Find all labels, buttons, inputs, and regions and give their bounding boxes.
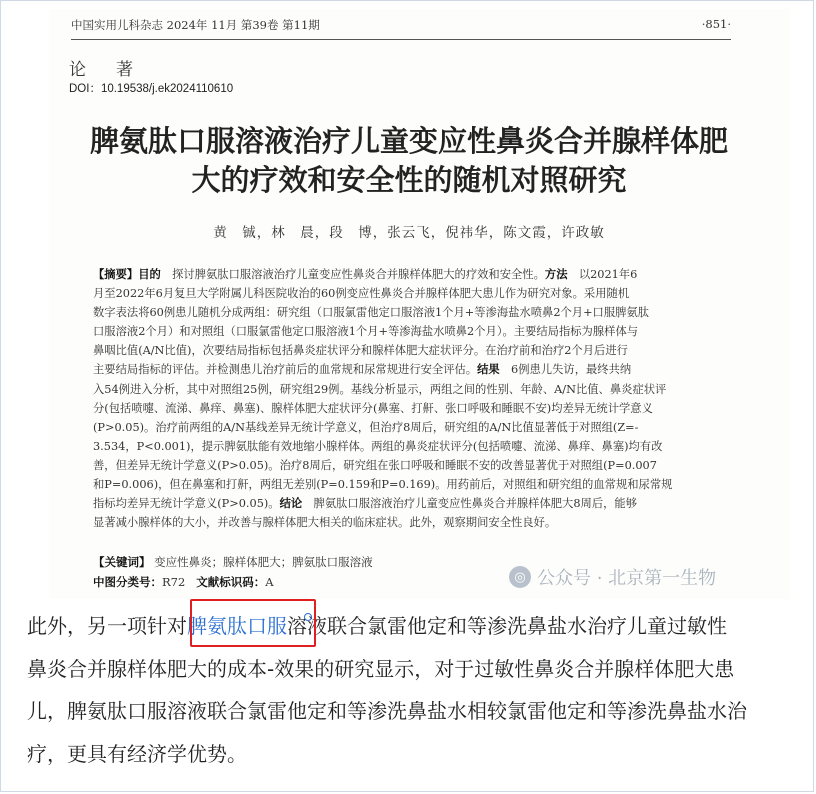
article-body (27, 605, 795, 775)
abstract-line (93, 456, 710, 475)
abstract-text: 月至2022年6月复旦大学附属儿科医院收治的60例变应性鼻炎合并腺样体肥大患儿作为研究对象。采用随机 (93, 287, 630, 301)
article-title-line-1: 脾氨肽口服溶液治疗儿童变应性鼻炎合并腺样体肥 (89, 124, 728, 158)
code-label: 文献标识码： (196, 575, 266, 589)
abstract-text: 数字表法将60例患儿随机分成两组：研究组（口服氯雷他定口服溶液1个月+等渗海盐水喷鼻2个月+口服脾氨肽 (93, 306, 650, 320)
classification-row (93, 574, 274, 590)
abstract-line (93, 303, 710, 322)
abstract-text: 分(包括喷嚏、流涕、鼻痒、鼻塞)、腺样体肥大症状评分(鼻塞、打鼾、张口呼吸和睡眠不安)均差异无统计学意义 (93, 401, 653, 415)
body-line (27, 605, 795, 648)
section-label: 论著 (69, 60, 163, 80)
abstract-line (93, 399, 710, 418)
journal-citation: 中国实用儿科杂志 2024年 11月 第39卷 第11期 (71, 18, 320, 32)
body-text-segment: 此外，另一项针对 (27, 614, 187, 638)
abstract-line (93, 513, 710, 532)
abstract-text: 鼻咽比值(A/N比值)，次要结局指标包括鼻炎症状评分和腺样体肥大症状评分。在治疗前和治疗2个月后进行 (93, 344, 628, 358)
abstract-line (93, 437, 710, 456)
body-line: 鼻炎合并腺样体肥大的成本-效果的研究显示，对于过敏性鼻炎合并腺样体肥大患 (27, 656, 735, 681)
author-list: 黄 铖，林 晨，段 博，张云飞，倪祎华，陈文霞，许政敏 (213, 225, 605, 241)
abstract-text: 脾氨肽口服溶液治疗儿童变应性鼻炎合并腺样体肥大8周后，能够 (302, 497, 638, 511)
abstract-heading: 方法 (544, 267, 568, 281)
abstract (93, 265, 710, 532)
abstract-text: 主要结局指标的评估。并检测患儿治疗前后的血常规和尿常规进行安全评估。 (93, 363, 478, 377)
class-value: R72 (162, 575, 186, 589)
abstract-text: 3.534，P<0.001)，提示脾氨肽能有效地缩小腺样体。两组的鼻炎症状评分(包括喷嚏、流涕、鼻痒、鼻塞)均有改 (93, 439, 663, 453)
keywords: 变应性鼻炎；腺样体肥大；脾氨肽口服溶液 (154, 555, 373, 569)
abstract-text: 口服溶液2个月）和对照组（口服氯雷他定口服溶液1个月+等渗海盐水喷鼻2个月）。主要结局指标为腺样体与 (93, 325, 639, 339)
body-line: 疗，更具有经济学优势。 (27, 741, 247, 766)
keyword-link[interactable]: 脾氨肽口服 (187, 614, 287, 638)
abstract-text: 和P=0.006)，但在鼻塞和打鼾，两组无差别(P=0.159和P=0.169)。用药前后，对照组和研究组的血常规和尿常规 (93, 478, 673, 492)
abstract-line (93, 380, 710, 399)
abstract-text: 指标均差异无统计学意义(P>0.05)。 (93, 497, 280, 511)
highlight-box (190, 599, 316, 647)
abstract-text: 入54例进入分析，其中对照组25例，研究组29例。基线分析显示，两组之间的性别、年龄、A/N比值、鼻炎症状评 (93, 382, 667, 396)
keywords-row (93, 554, 373, 570)
journal-header (71, 17, 731, 40)
wechat-icon: ◎ (509, 566, 531, 588)
abstract-line (93, 494, 710, 513)
code-value: A (265, 575, 274, 589)
keywords-label: 【关键词】 (93, 555, 151, 569)
abstract-text: 善，但差异无统计学意义(P>0.05)。治疗8周后，研究组在张口呼吸和睡眠不安的改善显著优于对照组(P=0.007 (93, 458, 657, 472)
abstract-line (93, 322, 710, 341)
class-label: 中图分类号： (93, 575, 162, 589)
abstract-line (93, 475, 710, 494)
link-indicator-icon (304, 613, 312, 621)
wechat-watermark (509, 564, 716, 590)
abstract-line (93, 360, 710, 379)
doi: DOI：10.19538/j.ek2024110610 (69, 83, 234, 95)
page-number: ·851· (701, 17, 731, 31)
abstract-line (93, 265, 710, 284)
abstract-text: (P>0.05)。治疗前两组的A/N基线差异无统计学意义，但治疗8周后，研究组的A/N比值显著低于对照组(Z=- (93, 420, 639, 434)
abstract-heading: 结果 (477, 362, 500, 377)
body-text-segment: 溶液联合氯雷他定和等渗洗鼻盐水治疗儿童过敏性 (287, 614, 727, 638)
abstract-text: 以2021年6 (567, 268, 638, 281)
abstract-line (93, 284, 710, 303)
abstract-text: 显著减小腺样体的大小，并改善与腺样体肥大相关的临床症状。此外，观察期间安全性良好。 (93, 516, 557, 530)
abstract-heading: 【摘要】目的 (93, 267, 161, 281)
abstract-text: 6例患儿失访，最终共纳 (499, 363, 632, 377)
abstract-text: 探讨脾氨肽口服溶液治疗儿童变应性鼻炎合并腺样体肥大的疗效和安全性。 (160, 268, 545, 281)
article-title-line-2: 大的疗效和安全性的随机对照研究 (191, 163, 627, 197)
abstract-heading: 结论 (279, 496, 303, 511)
abstract-line (93, 418, 710, 437)
abstract-line (93, 341, 710, 360)
body-line: 儿，脾氨肽口服溶液联合氯雷他定和等渗洗鼻盐水相较氯雷他定和等渗洗鼻盐水治 (27, 699, 747, 723)
watermark-text: 公众号 · 北京第一生物 (537, 568, 717, 589)
